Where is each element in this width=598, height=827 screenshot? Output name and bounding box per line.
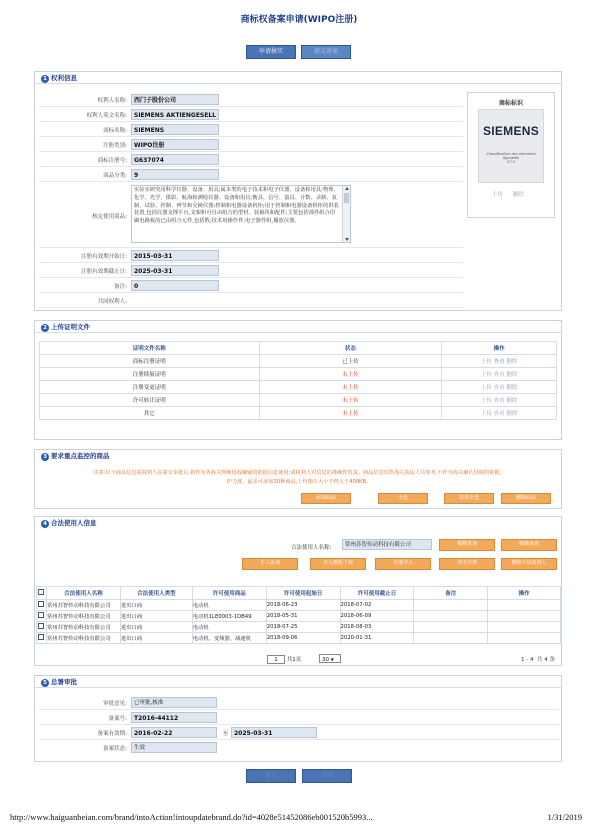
upload-link[interactable]: 上传 [480,372,492,378]
exact-search-button[interactable]: 精确查询 [501,539,557,551]
trademark-box [467,92,555,218]
verify-button[interactable]: 申请核实 [246,45,296,59]
delete-link[interactable]: 删除 [506,398,518,404]
page-number-input[interactable]: 1 [267,655,285,664]
row-checkbox[interactable] [38,601,44,607]
scroll-thumb[interactable] [344,193,349,203]
goods-scrollbar[interactable] [342,186,350,242]
goods-textarea[interactable]: 实验室研究用科学仪器、设备、用具;属本类的电子技术和电子仪器、设备和用具;物理、化学、光学、摄影、航海和测绘仪器、设备和用具;衡具、信号、量具、计数、录制、复制、试验、控制、辨节和交换仪器;控制和电器设备机柜;用于控制和电器设备机柜的供装装置,包括仪器支撑平台,支架和可自由组合的型材、装载块和配件;主要包括部件组合印刷电路板的已由组合元件,包括数;技术用操作件,电子器件组,播放仪器, [131,185,351,243]
field-reg-type: 注册类别: WIPO注册 [39,137,463,152]
upload-link[interactable]: 上传 [480,359,492,365]
table-row: 注册续展证明 未上传 上传 查看 删除 [40,368,557,381]
scroll-down-icon[interactable] [345,238,349,241]
add-goods-button[interactable]: 添加商品 [301,493,351,504]
table-row: 许可转让证明 未上传 上传 查看 删除 [40,394,557,407]
field-goods: 核定使用商品: 实验室研究用科学仪器、设备、用具;属本类的电子技术和电子仪器、设备和用具;物理、化学、光学、摄影、航海和测绘仪器、设备和用具;衡具、信号、量具、计数、录制、复制、试验、控制、辨节和交换仪器;控制和电器设备机柜;用于控制和电器设备机柜的供装装置,包括仪器支撑平台,支架和可自由组合的型材、装载块和配件;主要包括部件组合印刷电路板的已由组合元件,包括数;技术用操作件,电子器件组,播放仪器, [39,182,463,248]
field-brand-name: 商标名称: SIEMENS [39,122,463,137]
pager: 1 共1页 30 ▼ [267,654,341,664]
view-link[interactable]: 查看 [493,372,505,378]
local-import-button[interactable]: 本地导入 [375,558,431,570]
docs-table: 证明文件名称 状态 操作 商标注册证明 已上传 上传 查看 删除 注册续展证明 未上传 上传 查看 删除 注册变更证明 未上传 上传 查看 删除 许可转让证明 未上传 上传 查看 删除 其它 未上传 上传 查看 删除 [39,341,557,420]
select-all-button[interactable]: 全选 [378,493,428,504]
step-1-icon: 1 [41,75,49,83]
field-reg-number: 商标注册号: G637074 [39,152,463,167]
table-row: 常州苏智传动科技有限公司 进出口商 电动机、变频器、减速机 2018-09-06 2020-01-31 [37,633,561,644]
legal-users-heading: 4 合法使用人信息 [35,517,561,529]
field-co-owner: 共同权利人: [39,293,463,308]
reg-type-field[interactable]: WIPO注册 [131,139,219,150]
valid-end-field[interactable]: 2025-03-31 [131,265,219,276]
table-row: 其它 未上传 上传 查看 删除 [40,407,557,420]
field-filing-number: 备案号: T2016-44112 [39,710,559,725]
view-link[interactable]: 查看 [493,359,505,365]
row-checkbox[interactable] [38,612,44,618]
upload-link[interactable]: 上传 [480,385,492,391]
table-row: 常州苏智传动科技有限公司 进出口商 电动机 2018-06-23 2018-07-02 [37,600,561,611]
delete-link[interactable]: 删除 [506,359,518,365]
filing-status-field[interactable]: 生效 [131,742,217,753]
rights-info-panel [34,71,562,311]
legal-users-panel: 4 合法使用人信息 合法使用人名称: 常州苏智传动科技有限公司 模糊查询 精确查询 手工添加 导入模板下载 本地导入 导出全部 删除合法使用人 合法使用人名称 合法使用人类型 许可使用商品 许可使用起始日 许可使用截止日 备注 操作 常州苏智传动科技有限公司 进出口商 电动机 2018-06-23 2018-07-02 常州苏智传动科技有限公司 进出口商 电动机1LE0003-1DB49 2018-05-31 2018-06-09 常州苏智传动科技有限公司 进出口商 电动机 2018-07-25 2018-08-03 常州苏智传动科技有限公司 进出口商 电动机、变频器、减速机 2018-09-06 2020-01-31 1 共1页 30 ▼ 1 - 4 共 4 条 [34,516,562,666]
filing-start-field[interactable]: 2016-02-22 [131,727,217,738]
record-count: 1 - 4 共 4 条 [521,657,555,663]
footer-url: http://www.haiguanbeian.com/brand/intoAction!intoupdatebrand.do?id=4028e51452086eb001520b5993... [10,812,373,822]
upload-link[interactable]: 上传 [480,398,492,404]
trademark-image: SIEMENS Classification des elements figuratifs 27.5 [478,109,544,183]
page-title: 商标权备案申请(WIPO注册) [240,15,358,25]
field-filing-period: 备案有效期: 2016-02-22 至 2025-03-31 [39,725,559,740]
field-owner-en-name: 权利人英文名称: SIEMENS AKTIENGESELL [39,107,463,122]
step-5-icon: 5 [41,679,49,687]
legal-users-table: 合法使用人名称 合法使用人类型 许可使用商品 许可使用起始日 许可使用截止日 备注 操作 常州苏智传动科技有限公司 进出口商 电动机 2018-06-23 2018-07-02 常州苏智传动科技有限公司 进出口商 电动机1LE0003-1DB49 2018-05-31 2018-06-09 常州苏智传动科技有限公司 进出口商 电动机 2018-07-25 2018-08-03 常州苏智传动科技有限公司 进出口商 电动机、变频器、减速机 2018-09-06 2020-01-31 [36,586,561,644]
reg-number-field[interactable]: G637074 [131,154,219,165]
legal-user-search-input[interactable]: 常州苏智传动科技有限公司 [342,539,432,550]
step-2-icon: 2 [41,324,49,332]
deselect-all-button[interactable]: 取消全选 [444,493,494,504]
row-checkbox[interactable] [38,623,44,629]
fuzzy-search-button[interactable]: 模糊查询 [439,539,495,551]
owner-en-name-field[interactable]: SIEMENS AKTIENGESELL [131,109,219,120]
table-row: 常州苏智传动科技有限公司 进出口商 电动机1LE0003-1DB49 2018-05-31 2018-06-09 [37,611,561,622]
field-filing-status: 备案状态: 生效 [39,740,559,755]
view-link[interactable]: 查看 [493,411,505,417]
notice-text: 注意:以下商品信息需权利人在提交审批后,将作为各海关判断侵权嫌疑的依据信息使用;请权利人对信息的准确性负责。商品信息仅供海关执法人员参考,不作为海关确认侵权的依据。 护力度。最多可添加30种商品,上传图片大小不得大于400KB。 [93,470,505,485]
chevron-down-icon: ▼ [330,657,334,662]
table-row: 商标注册证明 已上传 上传 查看 删除 [40,355,557,368]
delete-mark-link[interactable]: 删除 [512,192,524,198]
delete-link[interactable]: 删除 [506,372,518,378]
delete-link[interactable]: 删除 [506,385,518,391]
select-all-checkbox[interactable] [38,589,44,595]
rights-info-heading: 1 权利信息 [35,72,561,84]
delete-legal-user-button[interactable]: 删除合法使用人 [501,558,557,570]
field-remark: 备注: 0 [39,278,463,293]
submit-filing-button[interactable]: 提交备案 [301,45,351,59]
per-page-select[interactable]: 30 ▼ [319,654,341,663]
table-row: 常州苏智传动科技有限公司 进出口商 电动机 2018-07-25 2018-08-03 [37,622,561,633]
close-button[interactable]: 关闭 [302,769,352,783]
upload-link[interactable]: 上传 [480,411,492,417]
trademark-title: 商标标识 [498,100,523,107]
submit-button[interactable]: 提交 [246,769,296,783]
siemens-logo: SIEMENS [482,124,540,138]
step-3-icon: 3 [41,453,49,461]
monitored-goods-heading: 3 要求重点监控的商品 [35,450,561,462]
view-link[interactable]: 查看 [493,385,505,391]
valid-start-field[interactable]: 2015-03-31 [131,250,219,261]
manual-add-button[interactable]: 手工添加 [242,558,298,570]
delete-link[interactable]: 删除 [506,411,518,417]
step-4-icon: 4 [41,520,49,528]
table-row: 注册变更证明 未上传 上传 查看 删除 [40,381,557,394]
owner-name-field[interactable]: 西门子股份公司 [131,94,219,105]
export-all-button[interactable]: 导出全部 [439,558,495,570]
view-link[interactable]: 查看 [493,398,505,404]
approval-opinion-field[interactable]: 已审批,核准 [131,697,217,708]
monitored-goods-panel [34,449,562,509]
filing-end-field[interactable]: 2025-03-31 [231,727,317,738]
field-valid-start: 注册有效期开始日: 2015-03-31 [39,248,463,263]
template-download-button[interactable]: 导入模板下载 [310,558,366,570]
upload-mark-link[interactable]: 上传 [492,192,504,198]
footer-date: 1/31/2019 [547,812,582,822]
remark-field[interactable]: 0 [131,280,219,291]
scroll-up-icon[interactable] [345,187,349,190]
field-owner-name: 权利人名称: 西门子股份公司 [39,92,463,107]
field-goods-class: 商品分类: 9 [39,167,463,182]
delete-goods-button[interactable]: 删除商品 [501,493,551,504]
brand-name-field[interactable]: SIEMENS [131,124,219,135]
approval-panel [34,675,562,762]
upload-docs-panel [34,320,562,440]
filing-number-field[interactable]: T2016-44112 [131,712,217,723]
field-valid-end: 注册有效期截止日: 2025-03-31 [39,263,463,278]
field-approval-opinion: 审批意见: 已审批,核准 [39,695,559,710]
approval-heading: 5 总署审批 [35,676,561,688]
row-checkbox[interactable] [38,634,44,640]
upload-docs-heading: 2 上传证明文件 [35,321,561,333]
goods-class-field[interactable]: 9 [131,169,219,180]
